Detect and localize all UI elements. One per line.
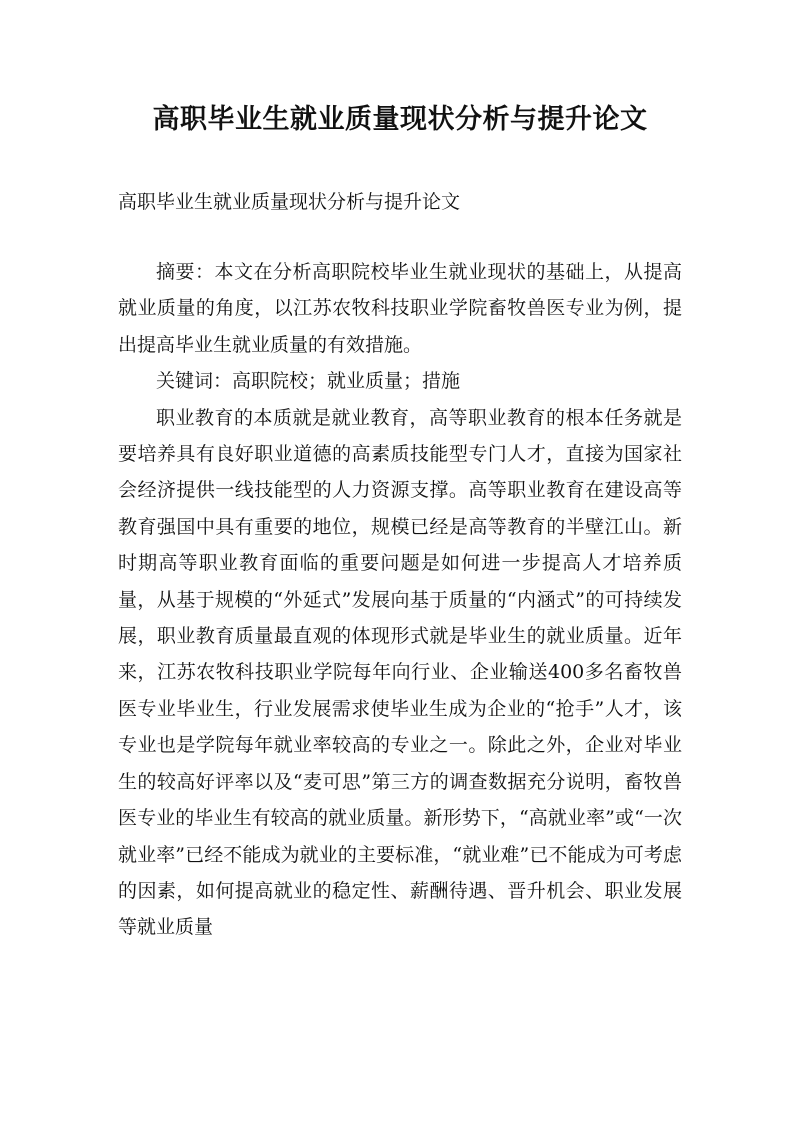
document-subtitle: 高职毕业生就业质量现状分析与提升论文 <box>118 191 461 213</box>
keywords-paragraph: 关键词：高职院校；就业质量；措施 <box>156 370 461 393</box>
abstract-paragraph: 摘要：本文在分析高职院校毕业生就业现状的基础上，从提高就业质量的角度，以江苏农牧科技职业学院畜牧兽医专业为例，提出提高毕业生就业质量的有效措施。 <box>118 261 682 356</box>
document-title: 高职毕业生就业质量现状分析与提升论文 <box>152 104 648 135</box>
document-body <box>118 254 682 946</box>
body-paragraph: 职业教育的本质就是就业教育，高等职业教育的根本任务就是要培养具有良好职业道德的高素质技能型专门人才，直接为国家社会经济提供一线技能型的人力资源支撑。高等职业教育在建设高等教育强国中具有重要的地位，规模已经是高等教育的半壁江山。新时期高等职业教育面临的重要问题是如何进一步提高人才培养质量，从基于规模的“外延式”发展向基于质量的“内涵式”的可持续发展，职业教育质量最直观的体现形式就是毕业生的就业质量。近年来，江苏农牧科技职业学院每年向行业、企业输送400多名畜牧兽医专业毕业生，行业发展需求使毕业生成为企业的“抢手”人才，该专业也是学院每年就业率较高的专业之一。除此之外，企业对毕业生的较高好评率以及“麦可思”第三方的调查数据充分说明，畜牧兽医专业的毕业生有较高的就业质量。新形势下，“高就业率”或“一次就业率”已经不能成为就业的主要标准，“就业难”已不能成为可考虑的因素，如何提高就业的稳定性、薪酬待遇、晋升机会、职业发展等就业质量 <box>118 406 682 939</box>
